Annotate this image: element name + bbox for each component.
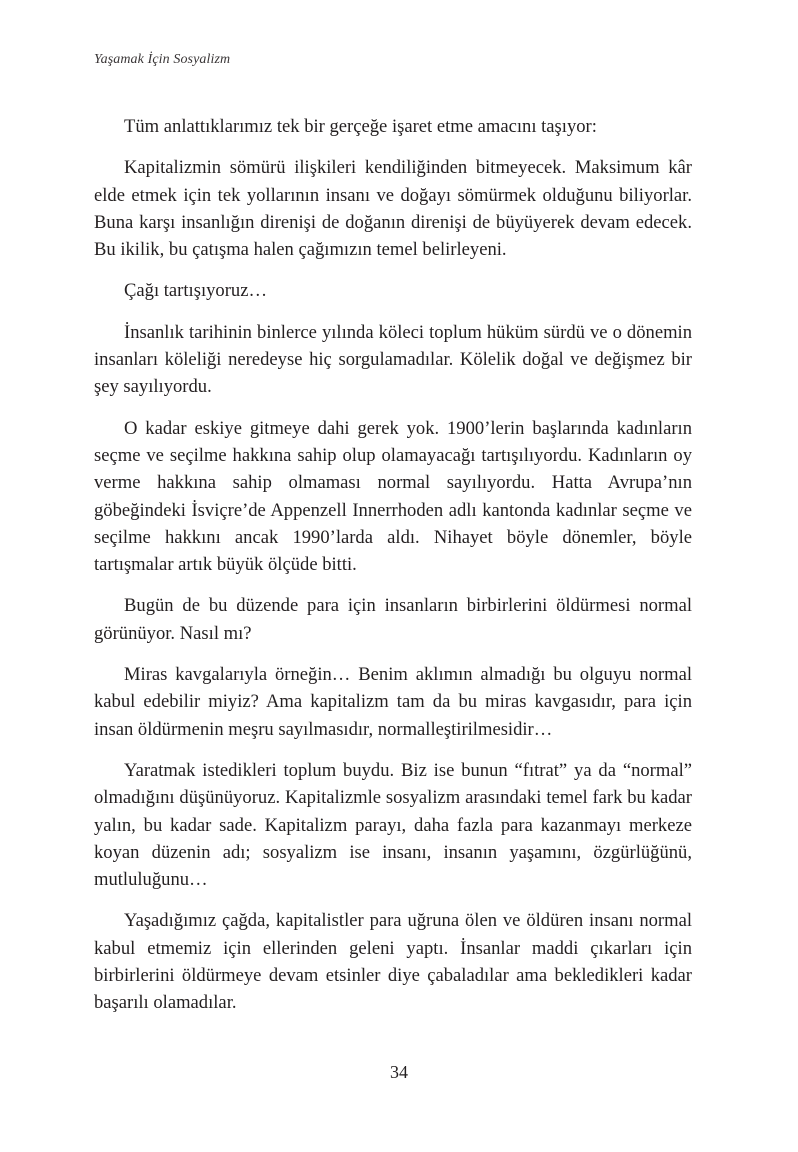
page-number: 34 bbox=[390, 1062, 408, 1082]
paragraph: Yaşadığımız çağda, kapitalistler para uğruna ölen ve öldüren insanı normal kabul etmemiz için ellerinden geleni yaptı. İnsanlar maddi çıkarları için birbirlerini öldürmeye devam etsinler diye çabaladılar ama bekledikleri kadar başarılı olamadılar. bbox=[94, 910, 692, 1014]
paragraph: İnsanlık tarihinin binlerce yılında köleci toplum hüküm sürdü ve o dönemin insanları köleliği neredeyse hiç sorgulamadılar. Kölelik doğal ve değişmez bir şey sayılıyordu. bbox=[94, 321, 692, 398]
paragraph: Kapitalizmin sömürü ilişkileri kendiliğinden bitmeyecek. Maksimum kâr elde etmek için tek yollarının insanı ve doğayı sömürmek olduğunu biliyorlar. Buna karşı insanlığın direnişi de doğanın direnişi de büyüyerek devam edecek. Bu ikilik, bu çatışma halen çağımızın temel belirleyeni. bbox=[94, 157, 692, 261]
paragraph: Miras kavgalarıyla örneğin… Benim aklımın almadığı bu olguyu normal kabul edebilir miyiz? Ama kapitalizm tam da bu miras kavgasıdır, para için insan öldürmenin meşru sayılmasıdır, normalleştirilmesidir… bbox=[94, 664, 692, 740]
paragraph: O kadar eskiye gitmeye dahi gerek yok. 1900’lerin başlarında kadınların seçme ve seçilme hakkına sahip olup olamayacağı tartışılıyordu. Kadınların oy verme hakkına sahip olmaması normal sayılıyordu. Hatta Avrupa’nın göbeğindeki İsviçre’de Appenzell Innerrhoden adlı kantonda kadınlar seçme ve seçilme hakkını ancak 1990’larda aldı. Nihayet böyle dönemler, böyle tartışmalar artık büyük ölçüde bitti. bbox=[94, 417, 692, 576]
paragraph: Çağı tartışıyoruz… bbox=[124, 280, 268, 302]
body-text bbox=[94, 113, 692, 1031]
paragraph: Bugün de bu düzende para için insanların birbirlerini öldürmesi normal görünüyor. Nasıl mı? bbox=[94, 595, 692, 644]
paragraph: Tüm anlattıklarımız tek bir gerçeğe işaret etme amacını taşıyor: bbox=[124, 116, 597, 137]
paragraph: Yaratmak istedikleri toplum buydu. Biz ise bunun “fıtrat” ya da “normal” olmadığını düşünüyoruz. Kapitalizmle sosyalizm arasındaki temel fark bu kadar yalın, bu kadar sade. Kapitalizm parayı, daha fazla para kazanmayı merkeze koyan düzenin adı; sosyalizm ise insanı, insanın yaşamını, özgürlüğünü, mutluluğunu… bbox=[94, 759, 692, 891]
running-header: Yaşamak İçin Sosyalizm bbox=[94, 52, 231, 67]
